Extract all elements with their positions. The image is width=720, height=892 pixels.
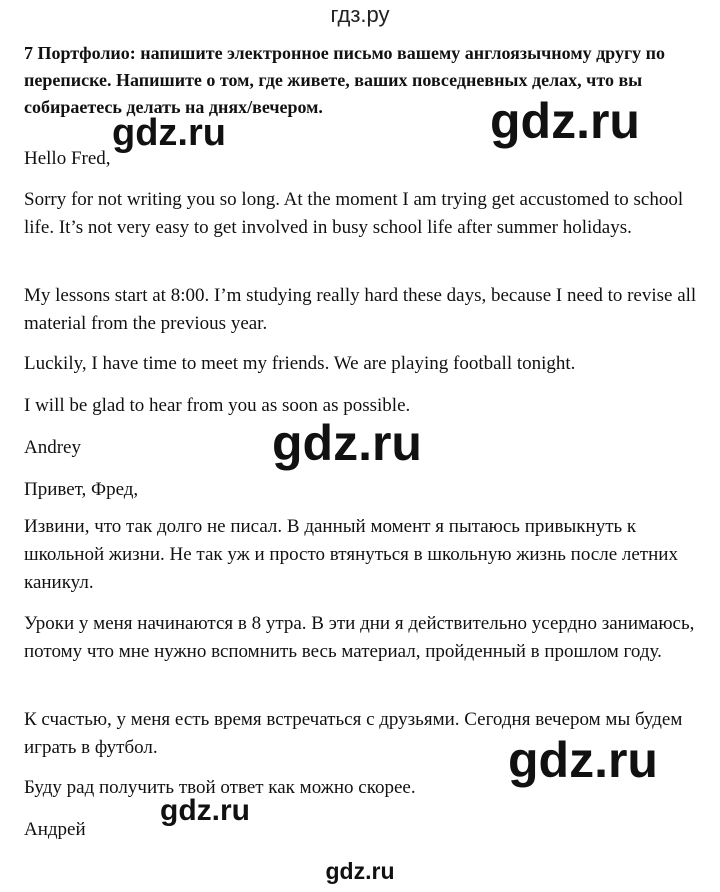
english-paragraph-4: I will be glad to hear from you as soon as possible. bbox=[24, 395, 411, 416]
watermark: gdz.ru bbox=[272, 415, 422, 471]
english-signature: Andrey bbox=[24, 437, 81, 458]
russian-greeting: Привет, Фред, bbox=[24, 479, 139, 500]
english-greeting: Hello Fred, bbox=[24, 148, 111, 169]
english-paragraph-3: Luckily, I have time to meet my friends. We are playing football tonight. bbox=[24, 353, 576, 374]
watermark: gdz.ru bbox=[508, 732, 658, 788]
footer-watermark: gdz.ru bbox=[325, 858, 395, 884]
watermark: gdz.ru bbox=[112, 112, 226, 154]
task-heading: 7 Портфолио: напишите электронное письмо вашему англоязычному другу по переписке. Напишите о том, где живете, ваших повседневных делах, что вы собираетесь делать на днях/вечером. bbox=[24, 43, 666, 117]
russian-paragraph-3: К счастью, у меня есть время встречаться с друзьями. Сегодня вечером мы будем играть в футбол. bbox=[24, 709, 683, 758]
english-paragraph-2: My lessons start at 8:00. I’m studying really hard these days, because I need to revise all material from the previous year. bbox=[24, 285, 697, 334]
watermark: gdz.ru bbox=[160, 794, 250, 827]
russian-paragraph-2: Уроки у меня начинаются в 8 утра. В эти дни я действительно усердно занимаюсь, потому что мне нужно вспомнить весь материал, пройденный в прошлом году. bbox=[24, 613, 695, 662]
russian-signature: Андрей bbox=[24, 819, 86, 840]
english-paragraph-1: Sorry for not writing you so long. At the moment I am trying get accustomed to school life. It’s not very easy to get involved in busy school life after summer holidays. bbox=[24, 189, 684, 238]
watermark: gdz.ru bbox=[490, 93, 640, 149]
site-header: гдз.ру bbox=[330, 2, 390, 27]
russian-paragraph-4: Буду рад получить твой ответ как можно скорее. bbox=[24, 777, 416, 798]
russian-paragraph-1: Извини, что так долго не писал. В данный момент я пытаюсь привыкнуть к школьной жизни. Не так уж и просто втянуться в школьную жизнь после летних каникул. bbox=[24, 516, 678, 593]
